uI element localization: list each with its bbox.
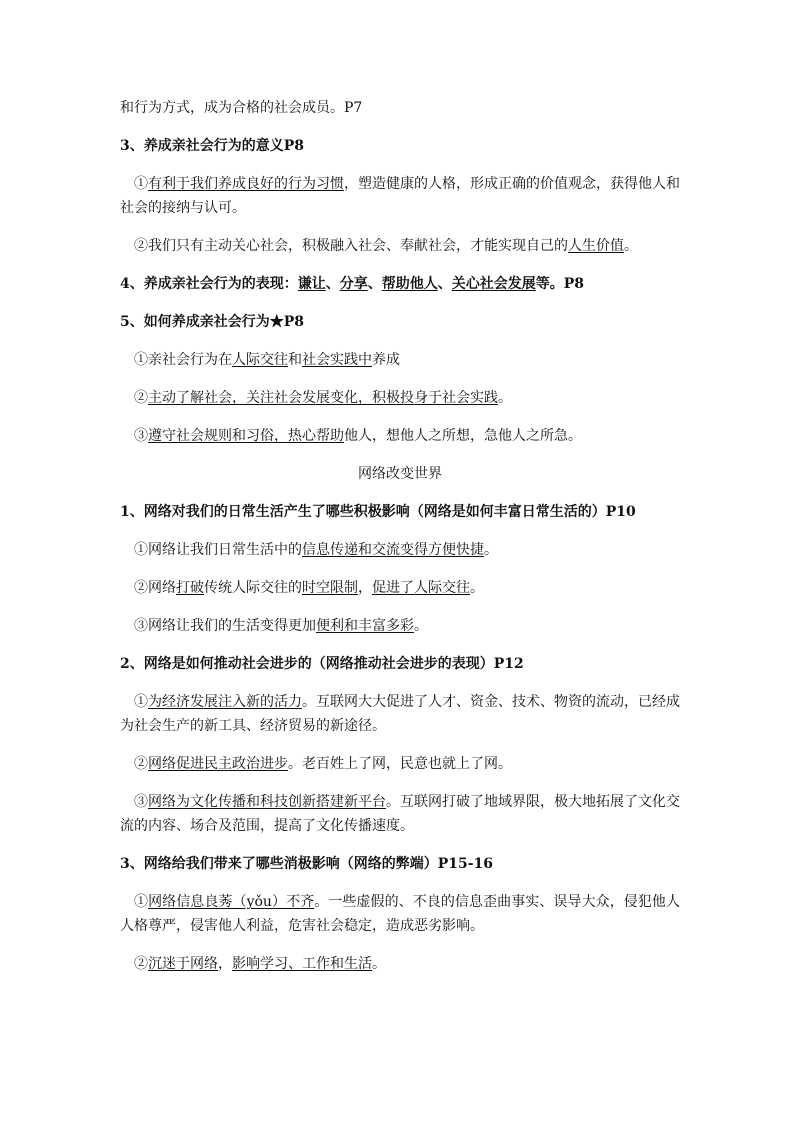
text-span: ①网络让我们日常生活中的 xyxy=(134,542,302,558)
paragraph xyxy=(120,424,680,448)
paragraph xyxy=(120,952,680,976)
heading-5: 5、如何养成亲社会行为★P8 xyxy=(120,314,305,330)
underlined-text: 遵守社会规则和习俗，热心帮助 xyxy=(148,428,344,444)
text-span: 、 xyxy=(437,276,452,292)
text-span: ① xyxy=(134,176,148,192)
underlined-text: 网络为文化传播和科技创新搭建新平台 xyxy=(148,794,386,810)
text-span: 。老百姓上了网，民意也就上了网。 xyxy=(288,756,512,772)
paragraph xyxy=(120,234,680,258)
text-span: 。 xyxy=(624,238,638,254)
underlined-text: 网络信息良莠（yǒu）不齐 xyxy=(148,894,315,910)
heading-n2: 2、网络是如何推动社会进步的（网络推动社会进步的表现）P12 xyxy=(120,656,524,672)
text-span: 。 xyxy=(414,618,428,634)
text-span: ② xyxy=(134,756,148,772)
paragraph xyxy=(120,752,680,776)
text-span: ② xyxy=(134,956,148,972)
text-span: ， xyxy=(358,580,372,596)
text-span: 和 xyxy=(288,352,302,368)
underlined-text: 网络促进民主政治进步 xyxy=(148,756,288,772)
text-span: 。 xyxy=(470,580,484,596)
heading-4 xyxy=(120,272,680,296)
section-title: 网络改变世界 xyxy=(358,466,442,482)
text-span: ， xyxy=(218,956,232,972)
text-span: 。一些虚假的、不良的信息歪曲事实、误导大众，侵犯他人人格尊严，侵害他人利益，危害社会稳定，造成恶劣影响。 xyxy=(120,894,681,934)
underlined-text: 帮助他人 xyxy=(381,276,438,292)
text-span: 、 xyxy=(325,276,340,292)
text-span: ③网络让我们的生活变得更加 xyxy=(134,618,316,634)
paragraph xyxy=(120,348,680,372)
underlined-text: 为经济发展注入新的活力 xyxy=(148,694,302,710)
heading-3: 3、养成亲社会行为的意义P8 xyxy=(120,138,305,154)
paragraph xyxy=(120,890,680,938)
heading-n1: 1、网络对我们的日常生活产生了哪些积极影响（网络是如何丰富日常生活的）P10 xyxy=(120,504,636,520)
text-line: 和行为方式，成为合格的社会成员。P7 xyxy=(120,100,363,116)
underlined-text: 有利于我们养成良好的行为习惯 xyxy=(148,176,344,192)
text-span: 等。P8 xyxy=(535,276,585,292)
underlined-text: 人际交往 xyxy=(232,352,288,368)
underlined-text: 打破 xyxy=(176,580,204,596)
underlined-text: 时空限制 xyxy=(302,580,358,596)
heading-n3: 3、网络给我们带来了哪些消极影响（网络的弊端）P15-16 xyxy=(120,856,494,872)
paragraph xyxy=(120,386,680,410)
underlined-text: 社会实践中 xyxy=(302,352,372,368)
paragraph xyxy=(120,690,680,738)
underlined-text: 谦让 xyxy=(297,276,326,292)
underlined-text: 沉迷于网络 xyxy=(148,956,218,972)
text-span: 、 xyxy=(367,276,382,292)
text-span: 他人，想他人之所想，急他人之所急。 xyxy=(344,428,582,444)
paragraph xyxy=(120,538,680,562)
text-span: 。互联网大大促进了人才、资金、技术、物资的流动，已经成为社会生产的新工具、经济贸易的新途径。 xyxy=(120,694,680,734)
paragraph xyxy=(120,790,680,838)
paragraph xyxy=(120,172,680,220)
text-span: 。互联网打破了地域界限，极大地拓展了文化交流的内容、场合及范围，提高了文化传播速度。 xyxy=(120,794,680,834)
underlined-text: 促进了人际交往 xyxy=(372,580,470,596)
document-page xyxy=(120,96,680,990)
underlined-text: 分享 xyxy=(339,276,368,292)
underlined-text: 便利和丰富多彩 xyxy=(316,618,414,634)
text-span: ② xyxy=(134,390,148,406)
text-span: 4、养成亲社会行为的表现： xyxy=(120,276,298,292)
underlined-text: 主动了解社会，关注社会发展变化，积极投身于社会实践 xyxy=(148,390,498,406)
text-span: ① xyxy=(134,694,148,710)
paragraph xyxy=(120,576,680,600)
paragraph xyxy=(120,614,680,638)
underlined-text: 影响学习、工作和生活 xyxy=(232,956,372,972)
text-span: ，塑造健康的人格，形成正确的价值观念，获得他人和社会的接纳与认可。 xyxy=(120,176,680,216)
underlined-text: 信息传递和交流变得方便快捷 xyxy=(302,542,484,558)
text-span: ③ xyxy=(134,428,148,444)
text-span: ②我们只有主动关心社会，积极融入社会、奉献社会，才能实现自己的 xyxy=(134,238,568,254)
text-span: 。 xyxy=(372,956,386,972)
text-span: ②网络 xyxy=(134,580,176,596)
text-span: 。 xyxy=(484,542,498,558)
text-span: ①亲社会行为在 xyxy=(134,352,232,368)
text-span: 养成 xyxy=(372,352,400,368)
underlined-text: 人生价值 xyxy=(568,238,624,254)
text-span: 。 xyxy=(498,390,512,406)
text-span: ③ xyxy=(134,794,148,810)
underlined-text: 关心社会发展 xyxy=(451,276,536,292)
text-span: 传统人际交往的 xyxy=(204,580,302,596)
text-span: ① xyxy=(134,894,149,910)
